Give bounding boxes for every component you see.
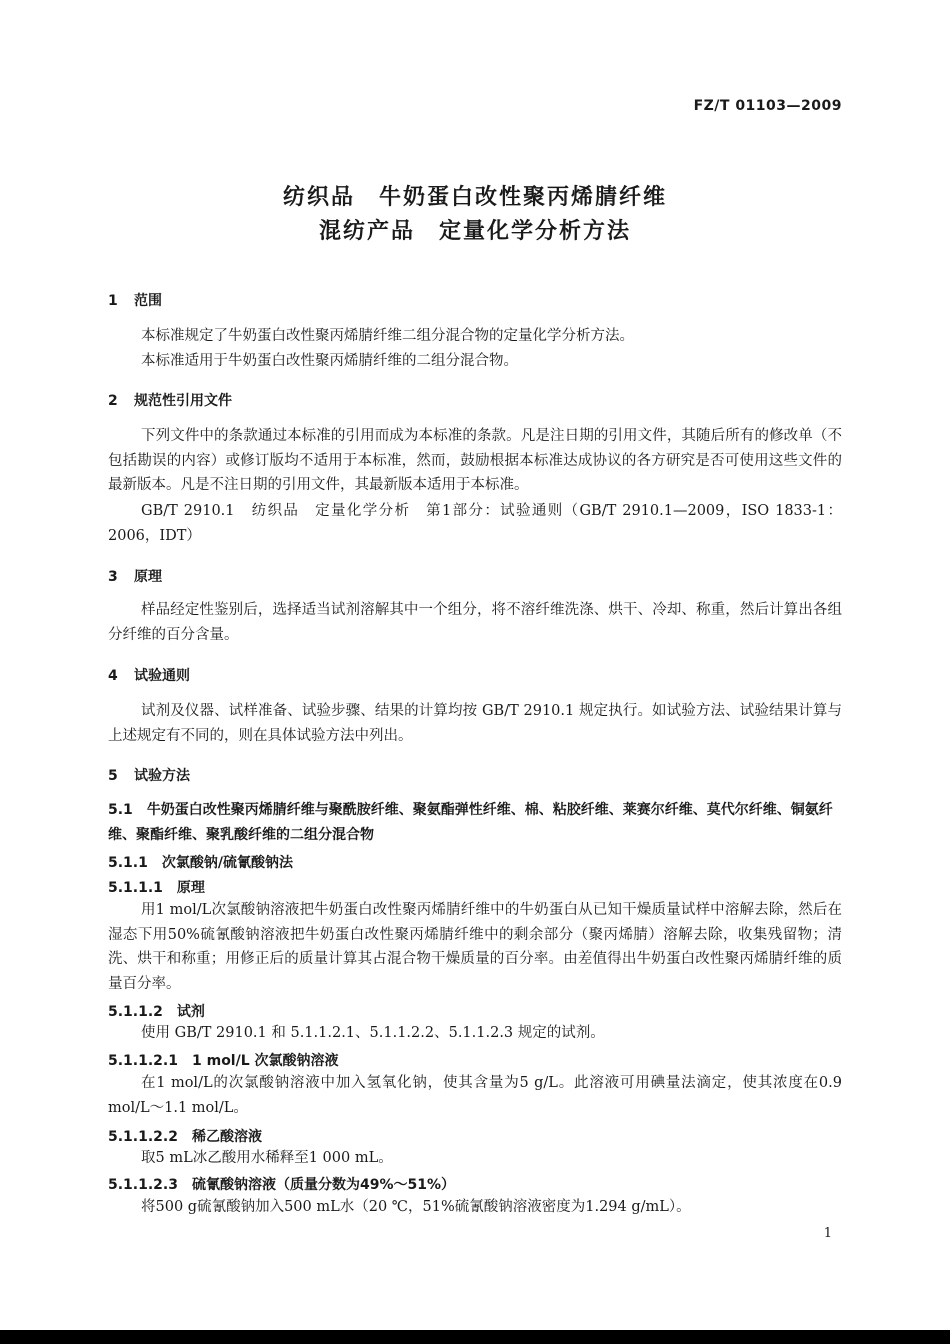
section-1-heading xyxy=(108,290,162,310)
subsection-number: 5.1.1.2.1 xyxy=(108,1053,178,1069)
subsection-5-1-1-2-heading xyxy=(108,1001,205,1021)
document-title-line-1: 纺织品 牛奶蛋白改性聚丙烯腈纤维 xyxy=(282,185,667,210)
section-number: 3 xyxy=(108,569,118,585)
subsection-number: 5.1.1.2.3 xyxy=(108,1177,178,1193)
subsection-5-1-heading xyxy=(108,798,842,847)
scan-edge-bar xyxy=(0,1330,950,1344)
section-4-paragraph-1: 试剂及仪器、试样准备、试验步骤、结果的计算均按 GB/T 2910.1 规定执行。如试验方法、试验结果计算与上述规定有不同的，则在具体试验方法中列出。 xyxy=(108,703,842,744)
subsection-5-1-1-1-paragraph: 用1 mol/L次氯酸钠溶液把牛奶蛋白改性聚丙烯腈纤维中的牛奶蛋白从已知干燥质量试样中溶解去除，然后在湿态下用50%硫氰酸钠溶液把牛奶蛋白改性聚丙烯腈纤维中的剩余部分（聚丙烯腈）溶解去除，收集残留物；清洗、烘干和称重；用修正后的质量计算其占混合物干燥质量的百分率。由差值得出牛奶蛋白改性聚丙烯腈纤维的质量百分率。 xyxy=(108,902,842,992)
subsection-title: 原理 xyxy=(176,880,205,896)
subsection-number: 5.1 xyxy=(108,802,133,818)
section-title: 原理 xyxy=(134,569,162,585)
subsection-title: 稀乙酸溶液 xyxy=(191,1129,262,1145)
subsection-number: 5.1.1.2 xyxy=(108,1004,163,1020)
subsection-5-1-1-2-3-paragraph: 将500 g硫氰酸钠加入500 mL水（20 ℃，51%硫氰酸钠溶液密度为1.294 g/mL）。 xyxy=(141,1199,691,1215)
subsection-title: 1 mol/L 次氯酸钠溶液 xyxy=(191,1053,339,1069)
section-4-heading xyxy=(108,665,190,685)
section-3-paragraph-1: 样品经定性鉴别后，选择适当试剂溶解其中一个组分，将不溶纤维洗涤、烘干、冷却、称重，然后计算出各组分纤维的百分含量。 xyxy=(108,602,842,643)
section-title: 范围 xyxy=(134,293,162,309)
section-title: 试验方法 xyxy=(134,768,190,784)
subsection-5-1-1-heading xyxy=(108,852,293,872)
subsection-5-1-1-1-heading xyxy=(108,877,205,897)
subsection-5-1-1-2-1-paragraph: 在1 mol/L的次氯酸钠溶液中加入氢氧化钠，使其含量为5 g/L。此溶液可用碘量法滴定，使其浓度在0.9 mol/L～1.1 mol/L。 xyxy=(108,1075,842,1116)
section-1-paragraph-1: 本标准规定了牛奶蛋白改性聚丙烯腈纤维二组分混合物的定量化学分析方法。 xyxy=(141,328,634,344)
section-1-paragraph-2: 本标准适用于牛奶蛋白改性聚丙烯腈纤维的二组分混合物。 xyxy=(141,353,518,369)
section-number: 1 xyxy=(108,293,118,309)
subsection-title: 试剂 xyxy=(176,1004,205,1020)
section-number: 2 xyxy=(108,393,118,409)
document-title-line-2: 混纺产品 定量化学分析方法 xyxy=(318,219,631,244)
subsection-number: 5.1.1 xyxy=(108,855,148,871)
standard-code: FZ/T 01103—2009 xyxy=(693,98,842,114)
page-number: 1 xyxy=(823,1226,832,1241)
subsection-5-1-1-2-paragraph: 使用 GB/T 2910.1 和 5.1.1.2.1、5.1.1.2.2、5.1.1.2.3 规定的试剂。 xyxy=(141,1025,605,1041)
section-title: 试验通则 xyxy=(134,668,190,684)
section-2-heading xyxy=(108,390,232,410)
section-title: 规范性引用文件 xyxy=(134,393,232,409)
section-5-heading xyxy=(108,765,190,785)
subsection-title: 硫氰酸钠溶液（质量分数为49%～51%） xyxy=(191,1177,456,1193)
section-3-heading xyxy=(108,566,162,586)
subsection-5-1-1-2-2-paragraph: 取5 mL冰乙酸用水稀释至1 000 mL。 xyxy=(141,1150,393,1166)
section-number: 4 xyxy=(108,668,118,684)
subsection-5-1-1-2-3-heading xyxy=(108,1174,455,1194)
subsection-5-1-1-2-2-heading xyxy=(108,1126,262,1146)
subsection-number: 5.1.1.2.2 xyxy=(108,1129,178,1145)
subsection-5-1-1-2-1-heading xyxy=(108,1050,339,1070)
subsection-number: 5.1.1.1 xyxy=(108,880,163,896)
section-2-normative-reference: GB/T 2910.1 纺织品 定量化学分析 第1部分：试验通则（GB/T 2910.1—2009，ISO 1833-1：2006，IDT） xyxy=(108,503,842,544)
section-number: 5 xyxy=(108,768,118,784)
subsection-title: 次氯酸钠/硫氰酸钠法 xyxy=(161,855,293,871)
subsection-title: 牛奶蛋白改性聚丙烯腈纤维与聚酰胺纤维、聚氨酯弹性纤维、棉、粘胶纤维、莱赛尔纤维、莫代尔纤维、铜氨纤维、聚酯纤维、聚乳酸纤维的二组分混合物 xyxy=(108,802,833,843)
section-2-paragraph-1: 下列文件中的条款通过本标准的引用而成为本标准的条款。凡是注日期的引用文件，其随后所有的修改单（不包括勘误的内容）或修订版均不适用于本标准，然而，鼓励根据本标准达成协议的各方研究是否可使用这些文件的最新版本。凡是不注日期的引用文件，其最新版本适用于本标准。 xyxy=(108,428,842,493)
